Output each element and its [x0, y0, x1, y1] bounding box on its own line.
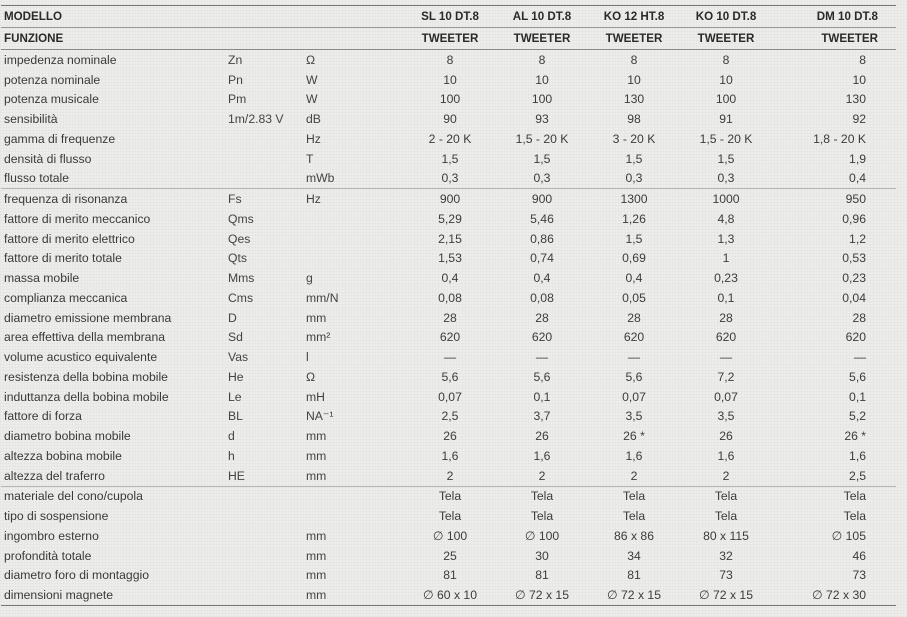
spec-value: 8 [446, 52, 454, 67]
spec-row [1, 169, 896, 189]
spec-value: 10 [852, 72, 866, 87]
param-unit: W [306, 92, 318, 107]
param-unit [294, 249, 404, 269]
spec-value: 26 [535, 429, 549, 444]
spec-value: 1,9 [849, 151, 866, 166]
spec-value: 1,26 [622, 211, 646, 226]
model-name: DM 10 DT.8 [772, 6, 896, 28]
param-symbol: He [228, 369, 244, 384]
spec-value: 5,6 [849, 369, 866, 384]
param-name: massa mobile [4, 271, 80, 286]
param-symbol [216, 129, 294, 149]
spec-value: — [443, 350, 457, 365]
param-name: gamma di frequenze [4, 131, 116, 146]
spec-value: 8 [722, 52, 730, 67]
spec-value: 950 [772, 189, 896, 209]
param-unit: Hz [306, 131, 321, 146]
spec-value: 1,5 [717, 151, 735, 166]
param-name: complianza meccanica [4, 290, 128, 305]
spec-value: 26 * [844, 429, 866, 444]
spec-value: 81 [443, 568, 457, 583]
spec-value: 0,86 [530, 231, 554, 246]
param-unit: mm [306, 548, 327, 563]
spec-value: 0,3 [717, 171, 735, 186]
spec-row [1, 546, 896, 566]
spec-value: 100 [715, 92, 737, 107]
spec-value: 81 [535, 568, 549, 583]
param-unit: mm [306, 310, 327, 325]
spec-row [1, 347, 896, 367]
param-unit [294, 506, 404, 526]
spec-value: 2 [722, 468, 730, 483]
param-symbol: Mms [228, 271, 255, 286]
spec-value: 1000 [680, 189, 772, 209]
spec-value: 32 [719, 548, 733, 563]
spec-value: Tela [530, 509, 554, 524]
param-name: materiale del cono/cupola [1, 486, 216, 506]
param-name: potenza nominale [4, 72, 101, 87]
spec-row [1, 129, 896, 149]
spec-value: 2,5 [849, 468, 866, 483]
param-symbol: Le [228, 389, 242, 404]
spec-value: 28 [443, 310, 457, 325]
spec-value: 900 [404, 189, 496, 209]
spec-value: 100 [531, 92, 553, 107]
param-name: resistenza della bobina mobile [4, 369, 168, 384]
spec-value: 0,4 [441, 271, 459, 286]
spec-value: Tela [772, 486, 896, 506]
spec-value: 1,6 [533, 448, 551, 463]
spec-value: 28 [719, 310, 733, 325]
param-unit [294, 486, 404, 506]
param-unit: mm [306, 528, 327, 543]
param-name: volume acustico equivalente [4, 350, 158, 365]
param-unit: Ω [306, 369, 316, 384]
spec-value: 8 [859, 52, 866, 67]
param-symbol [216, 566, 294, 586]
spec-value: ∅ 72 x 15 [496, 585, 588, 605]
param-symbol [216, 486, 294, 506]
param-name: induttanza della bobina mobile [4, 389, 169, 404]
spec-row [1, 446, 896, 466]
spec-value: — [627, 350, 641, 365]
param-symbol: Qes [228, 231, 251, 246]
spec-value: Tela [680, 486, 772, 506]
spec-row [1, 50, 896, 70]
spec-row [1, 426, 896, 446]
spec-value: 0,08 [438, 290, 462, 305]
function-type: TWEETER [404, 28, 496, 50]
param-unit: mWb [306, 171, 335, 186]
spec-value: 0,3 [533, 171, 551, 186]
spec-value: 3,5 [625, 409, 643, 424]
spec-value: 1,8 - 20 K [813, 131, 866, 146]
param-name: densità di flusso [4, 151, 92, 166]
param-symbol [216, 546, 294, 566]
spec-row [1, 387, 896, 407]
param-name: diametro bobina mobile [4, 429, 131, 444]
spec-value: 25 [443, 548, 457, 563]
spec-row [1, 328, 896, 348]
spec-value: 0,96 [842, 211, 866, 226]
spec-row [1, 109, 896, 129]
spec-value: 10 [627, 72, 641, 87]
param-name: sensibilità [4, 112, 58, 127]
param-symbol: Cms [228, 290, 254, 305]
model-name: SL 10 DT.8 [404, 6, 496, 28]
spec-value: 0,07 [438, 389, 462, 404]
spec-value: 1,6 [717, 448, 735, 463]
spec-value: 2,5 [441, 409, 459, 424]
param-symbol: Pm [228, 92, 247, 107]
spec-value: 0,07 [714, 389, 738, 404]
header-row-modello [1, 6, 896, 28]
spec-value: 10 [719, 72, 733, 87]
spec-value: 3,7 [533, 409, 551, 424]
param-symbol: d [228, 429, 235, 444]
spec-value: 4,8 [717, 211, 735, 226]
spec-value: 3 - 20 K [612, 131, 656, 146]
param-symbol [216, 506, 294, 526]
spec-value: 1,5 [533, 151, 551, 166]
spec-value: 1,2 [849, 231, 866, 246]
spec-value: 1300 [588, 189, 680, 209]
spec-value: 0,69 [622, 251, 646, 266]
spec-value: 1,3 [717, 231, 735, 246]
param-symbol: 1m/2.83 V [228, 112, 284, 127]
spec-value: 1,6 [441, 448, 459, 463]
spec-value: 0,1 [533, 389, 551, 404]
param-symbol: Qts [228, 251, 247, 266]
param-name: fattore di merito elettrico [4, 231, 135, 246]
param-name: dimensioni magnete [1, 585, 216, 605]
spec-value: 81 [627, 568, 641, 583]
spec-value: 73 [719, 568, 733, 583]
spec-value: 26 [719, 429, 733, 444]
param-name: area effettiva della membrana [4, 330, 166, 345]
spec-value: 98 [627, 112, 641, 127]
param-symbol: Fs [216, 189, 294, 209]
param-unit: dB [306, 112, 321, 127]
param-name: fattore di forza [4, 409, 82, 424]
param-name: altezza bobina mobile [4, 448, 122, 463]
funzione-label: FUNZIONE [1, 28, 216, 50]
modello-label: MODELLO [1, 6, 216, 28]
param-unit: l [306, 350, 309, 365]
param-symbol: Sd [228, 330, 243, 345]
spec-value: Tela [714, 509, 738, 524]
spec-value: 1,5 - 20 K [699, 131, 753, 146]
spec-value: 0,3 [625, 171, 643, 186]
spec-value: Tela [622, 509, 646, 524]
param-symbol: h [228, 448, 235, 463]
spec-value: 8 [630, 52, 638, 67]
spec-value: 900 [496, 189, 588, 209]
spec-value: 0,08 [530, 290, 554, 305]
param-name: ingombro esterno [4, 528, 99, 543]
spec-value: 1,6 [849, 448, 866, 463]
spec-value: — [853, 350, 866, 365]
spec-value: 3,5 [717, 409, 735, 424]
spec-value: 1,6 [625, 448, 643, 463]
spec-value: 620 [439, 330, 461, 345]
param-symbol: D [228, 310, 237, 325]
spec-row [1, 249, 896, 269]
spec-value: 0,3 [441, 171, 459, 186]
spec-value: 26 [443, 429, 457, 444]
spec-value: 90 [443, 112, 457, 127]
spec-value: 80 x 115 [703, 528, 749, 543]
spec-value: — [719, 350, 733, 365]
spec-value: 100 [439, 92, 461, 107]
param-name: diametro foro di montaggio [4, 568, 149, 583]
spec-value: 1,5 [441, 151, 459, 166]
spec-row [1, 229, 896, 249]
spec-value: 620 [845, 330, 866, 345]
spec-value: 73 [852, 568, 866, 583]
spec-value: 30 [535, 548, 549, 563]
spec-row [1, 149, 896, 169]
spec-value: — [535, 350, 549, 365]
param-unit: mm [306, 429, 327, 444]
spec-value: Tela [404, 486, 496, 506]
spec-value: Tela [843, 509, 866, 524]
param-symbol [216, 585, 294, 605]
param-unit: Hz [294, 189, 404, 209]
spec-value: ∅ 72 x 15 [588, 585, 680, 605]
spec-value: 5,6 [441, 369, 459, 384]
param-name: fattore di merito meccanico [4, 211, 151, 226]
param-unit: mm [306, 448, 327, 463]
spec-row [1, 90, 896, 110]
spec-value: 620 [715, 330, 737, 345]
param-name: tipo di sospensione [4, 509, 109, 524]
spec-value: 0,1 [717, 290, 735, 305]
spec-row [1, 209, 896, 229]
spec-value: 7,2 [717, 369, 735, 384]
spec-value: 620 [531, 330, 553, 345]
param-name: impedenza nominale [4, 52, 117, 67]
param-name: altezza del traferro [4, 468, 105, 483]
function-type: TWEETER [496, 28, 588, 50]
spec-row [1, 308, 896, 328]
spec-value: 2,15 [438, 231, 462, 246]
param-symbol [216, 169, 294, 189]
param-name: diametro emissione membrana [4, 310, 172, 325]
spec-value: ∅ 100 [432, 528, 468, 543]
param-symbol: Pn [228, 72, 243, 87]
spec-value: 28 [852, 310, 866, 325]
spec-value: 620 [623, 330, 645, 345]
spec-value: 5,6 [533, 369, 551, 384]
param-unit: mm [294, 585, 404, 605]
param-name: profondità totale [4, 548, 92, 563]
param-name: fattore di merito totale [4, 251, 122, 266]
spec-value: 8 [538, 52, 546, 67]
spec-row [1, 268, 896, 288]
spec-value: 2 [630, 468, 638, 483]
spec-value: 86 x 86 [614, 528, 654, 543]
model-name: KO 12 HT.8 [588, 6, 680, 28]
spec-value: 1,5 [625, 231, 643, 246]
param-unit: NA⁻¹ [306, 409, 334, 424]
spec-value: 28 [535, 310, 549, 325]
header-row-funzione [1, 28, 896, 50]
spec-value: 0,74 [530, 251, 554, 266]
spec-value: 2 - 20 K [428, 131, 472, 146]
spec-value: Tela [588, 486, 680, 506]
spec-value: 34 [627, 548, 641, 563]
spec-value: 0,4 [533, 271, 551, 286]
spec-value: 92 [852, 112, 866, 127]
spec-value: ∅ 72 x 15 [680, 585, 772, 605]
param-symbol: BL [228, 409, 243, 424]
spec-value: 91 [719, 112, 733, 127]
param-unit: mm/N [306, 290, 339, 305]
spec-value: Tela [496, 486, 588, 506]
param-unit [294, 209, 404, 229]
spec-value: 1 [722, 251, 730, 266]
spec-value: 0,23 [714, 271, 738, 286]
param-symbol [216, 526, 294, 546]
spec-value: 10 [443, 72, 457, 87]
spec-value: 0,4 [849, 171, 866, 186]
spec-row [1, 486, 896, 506]
spec-value: 5,46 [530, 211, 554, 226]
spec-value: 2 [446, 468, 454, 483]
param-symbol [216, 149, 294, 169]
spec-value: 0,04 [842, 290, 866, 305]
function-type: TWEETER [588, 28, 680, 50]
spec-value: ∅ 100 [524, 528, 560, 543]
param-symbol: HE [228, 468, 245, 483]
param-unit: T [306, 151, 314, 166]
param-symbol: Qms [228, 211, 254, 226]
param-symbol: Vas [228, 350, 249, 365]
spec-row [1, 526, 896, 546]
spec-value: 0,4 [625, 271, 643, 286]
spec-value: ∅ 60 x 10 [404, 585, 496, 605]
model-name: AL 10 DT.8 [496, 6, 588, 28]
spec-value: 5,6 [625, 369, 643, 384]
spec-value: 130 [623, 92, 645, 107]
model-name: KO 10 DT.8 [680, 6, 772, 28]
spec-value: 0,05 [622, 290, 646, 305]
spec-value: ∅ 105 [831, 528, 866, 543]
function-type: TWEETER [680, 28, 772, 50]
spec-value: ∅ 72 x 30 [772, 585, 896, 605]
specs-table [1, 5, 896, 606]
spec-value: 1,5 [625, 151, 643, 166]
param-unit: Ω [306, 52, 316, 67]
spec-value: 0,1 [849, 389, 866, 404]
spec-value: 10 [535, 72, 549, 87]
spec-value: 1,53 [438, 251, 462, 266]
spec-value: 2 [538, 468, 546, 483]
spec-row [1, 506, 896, 526]
spec-row [1, 70, 896, 90]
spec-value: 26 * [623, 429, 645, 444]
spec-value: 5,29 [438, 211, 462, 226]
spec-row [1, 288, 896, 308]
spec-value: 93 [535, 112, 549, 127]
param-name: frequenza di risonanza [1, 189, 216, 209]
spec-value: 130 [845, 92, 866, 107]
spec-value: 28 [627, 310, 641, 325]
spec-row [1, 566, 896, 586]
spec-row [1, 407, 896, 427]
spec-row [1, 585, 896, 605]
param-unit [294, 229, 404, 249]
spec-row [1, 367, 896, 387]
param-unit: mm [306, 468, 327, 483]
param-name: potenza musicale [4, 92, 99, 107]
spec-value: 46 [852, 548, 866, 563]
function-type: TWEETER [772, 28, 896, 50]
spec-value: 0,53 [842, 251, 866, 266]
param-unit: mH [306, 389, 325, 404]
spec-value: 1,5 - 20 K [515, 131, 569, 146]
spec-value: Tela [438, 509, 462, 524]
spec-value: 0,23 [842, 271, 866, 286]
spec-value: 0,07 [622, 389, 646, 404]
spec-row [1, 466, 896, 486]
param-name: flusso totale [4, 171, 70, 186]
spec-row [1, 189, 896, 209]
param-unit: mm [306, 568, 327, 583]
param-unit: W [306, 72, 318, 87]
param-unit: mm² [306, 330, 331, 345]
spec-value: 5,2 [849, 409, 866, 424]
param-unit: g [306, 271, 313, 286]
param-symbol: Zn [228, 52, 243, 67]
